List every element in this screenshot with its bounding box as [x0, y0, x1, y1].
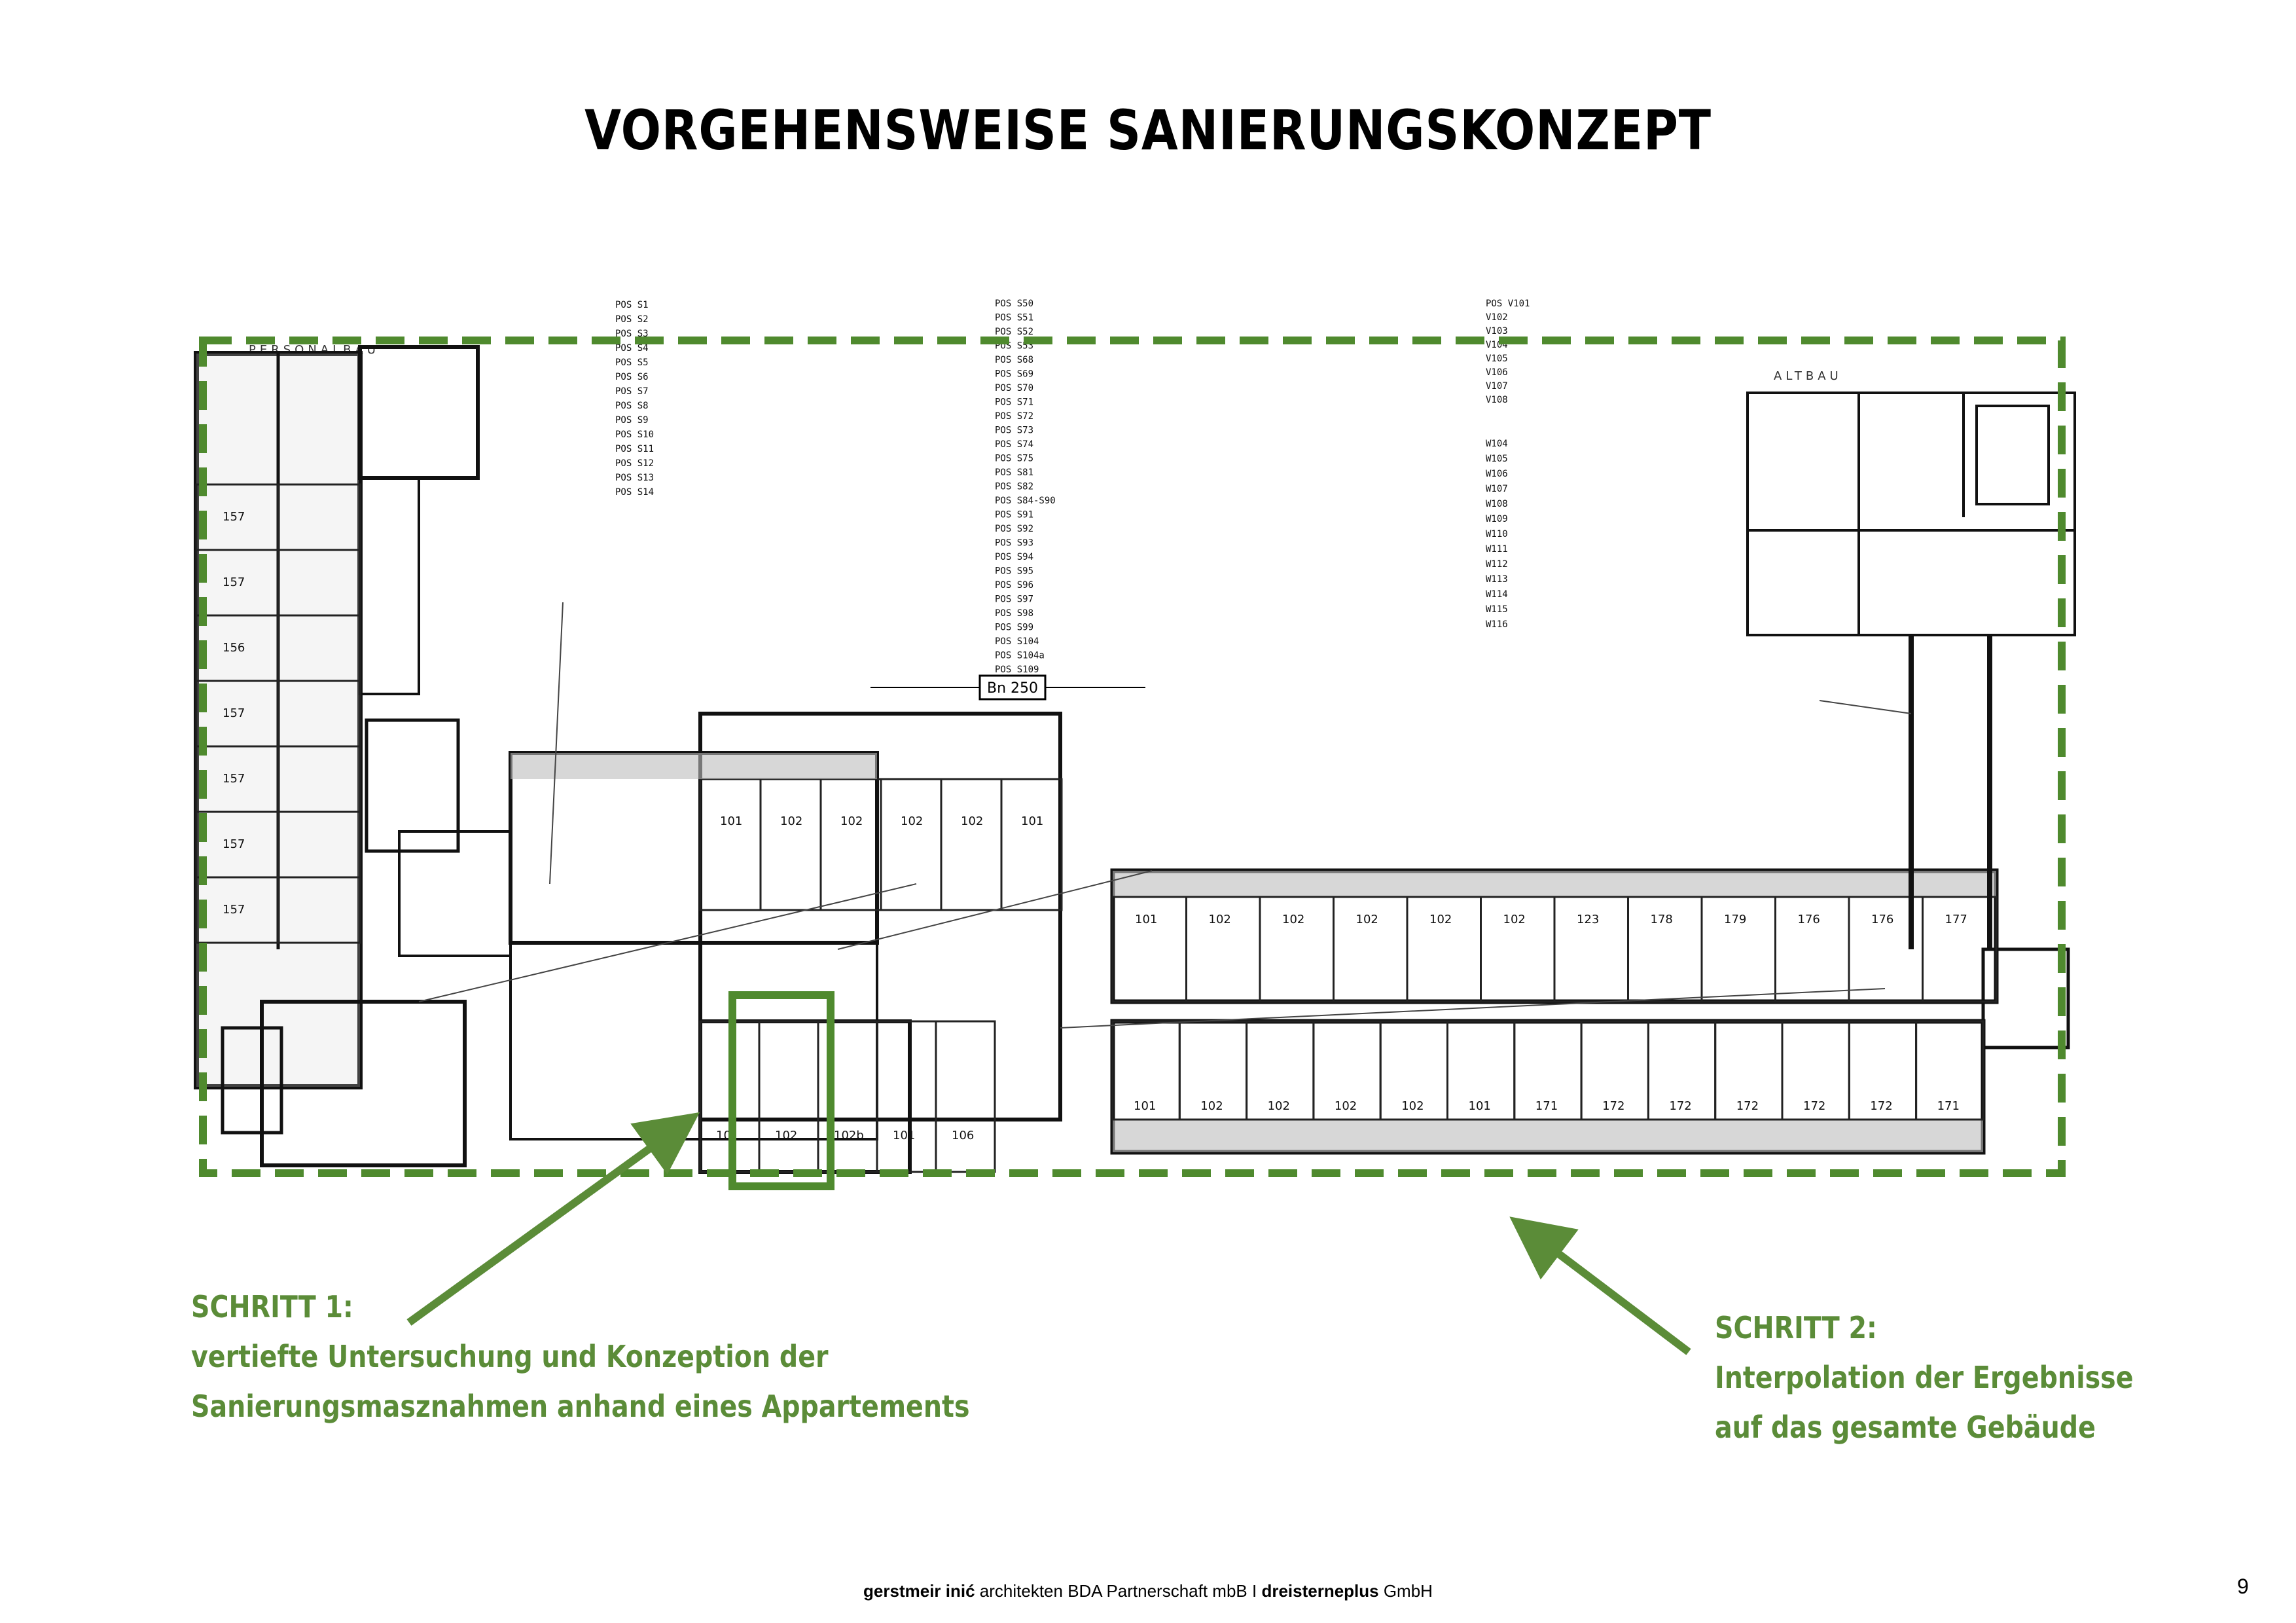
legend-s2-entry: POS S92 — [995, 524, 1034, 534]
legend-s-entry: POS S9 — [615, 415, 649, 426]
left-wing-room-label: 157 — [223, 706, 245, 720]
legend-s2-entry: POS S51 — [995, 312, 1034, 323]
label-bn: Bn 250 — [986, 680, 1039, 697]
label-personalbau: PERSONALBAU — [249, 343, 380, 357]
legend-s-entry: POS S3 — [615, 329, 649, 339]
legend-s2-entry: POS S94 — [995, 552, 1034, 562]
mid-upper-room-label: 102 — [780, 814, 803, 828]
right-lower-room-label: 102 — [1200, 1099, 1223, 1113]
step2-heading: SCHRITT 2: — [1715, 1310, 1877, 1345]
right-lower-room-label: 171 — [1535, 1099, 1558, 1113]
step2-line2: auf das gesamte Gebäude — [1715, 1410, 2096, 1445]
footer-firm2: dreisterneplus — [1261, 1581, 1379, 1601]
footer — [0, 1581, 2296, 1601]
legend-v-entry: W112 — [1486, 559, 1508, 570]
right-upper-room-label: 102 — [1208, 913, 1231, 926]
right-lower-room-label: 102 — [1334, 1099, 1357, 1113]
legend-v-entry: V106 — [1486, 367, 1508, 378]
step1-block — [191, 1282, 969, 1431]
legend-s-entry: POS S10 — [615, 429, 655, 440]
legend-s2-entry: POS S96 — [995, 580, 1034, 591]
label-altbau: ALTBAU — [1774, 369, 1842, 383]
legend-s2-entry: POS S71 — [995, 397, 1034, 408]
right-upper-room-label: 178 — [1650, 913, 1673, 926]
right-lower-room-label: 101 — [1468, 1099, 1491, 1113]
legend-v-entry: V107 — [1486, 381, 1508, 392]
legend-s2-entry: POS S97 — [995, 594, 1034, 605]
right-lower-room-label: 102 — [1267, 1099, 1290, 1113]
mid-lower-room-label: 101 — [716, 1129, 739, 1142]
footer-firm1: gerstmeir inić — [863, 1581, 975, 1601]
mid-upper-room-label: 102 — [961, 814, 984, 828]
legend-s2-entry: POS S104a — [995, 650, 1045, 661]
right-lower-room-label: 102 — [1401, 1099, 1424, 1113]
right-upper-room-label: 102 — [1503, 913, 1526, 926]
legend-s2-entry: POS S81 — [995, 467, 1034, 478]
legend-s2-entry: POS S95 — [995, 566, 1034, 577]
right-upper-room-label: 102 — [1429, 913, 1452, 926]
legend-s-entry: POS S5 — [615, 357, 649, 368]
legend-v-entry: W113 — [1486, 574, 1508, 585]
left-wing-room-label: 157 — [223, 575, 245, 589]
legend-v-entry: W104 — [1486, 439, 1508, 449]
right-lower-room-label: 101 — [1134, 1099, 1157, 1113]
legend-v-entry: W108 — [1486, 499, 1508, 509]
legend-v-entry: V105 — [1486, 354, 1508, 364]
legend-v-entry: W115 — [1486, 604, 1508, 615]
legend-s2-entry: POS S53 — [995, 340, 1034, 352]
legend-s2-entry: POS S82 — [995, 481, 1034, 492]
footer-suffix: GmbH — [1378, 1581, 1433, 1601]
mid-lower-room-label: 102b — [834, 1129, 864, 1142]
step1-line2: Sanierungsmasznahmen anhand eines Appartements — [191, 1389, 970, 1424]
legend-s-entry: POS S13 — [615, 473, 655, 483]
right-lower-room-label: 172 — [1803, 1099, 1826, 1113]
legend-s2-entry: POS S109 — [995, 665, 1039, 675]
right-upper-room-label: 179 — [1724, 913, 1747, 926]
legend-v-entry: W116 — [1486, 619, 1508, 630]
legend-v-entry: POS V101 — [1486, 299, 1530, 309]
step1-heading: SCHRITT 1: — [191, 1289, 353, 1324]
legend-s-entry: POS S7 — [615, 386, 649, 397]
legend-s2-entry: POS S69 — [995, 369, 1034, 380]
left-wing-room-label: 157 — [223, 903, 245, 917]
mid-lower-room-label: 101 — [893, 1129, 916, 1142]
legend-s-entry: POS S11 — [615, 444, 655, 454]
legend-v-entry: W105 — [1486, 454, 1508, 464]
legend-v-entry: V108 — [1486, 395, 1508, 405]
page-title: VORGEHENSWEISE SANIERUNGSKONZEPT — [584, 98, 1712, 162]
step2-line1: Interpolation der Ergebnisse — [1715, 1360, 2134, 1395]
legend-s2-entry: POS S52 — [995, 327, 1034, 337]
legend-s2-entry: POS S68 — [995, 355, 1034, 365]
step2-block — [1715, 1303, 2134, 1452]
legend-v-entry: V103 — [1486, 326, 1508, 337]
right-lower-room-label: 172 — [1669, 1099, 1692, 1113]
legend-s2-entry: POS S75 — [995, 453, 1034, 464]
right-lower-room-label: 171 — [1937, 1099, 1960, 1113]
right-upper-room-label: 101 — [1135, 913, 1158, 926]
right-upper-room-label: 123 — [1577, 913, 1600, 926]
legend-v-entry: V102 — [1486, 312, 1508, 323]
left-wing-room-label: 157 — [223, 837, 245, 851]
right-upper-room-label: 176 — [1797, 913, 1820, 926]
legend-v-entry: W111 — [1486, 544, 1508, 555]
mid-upper-room-label: 101 — [720, 814, 743, 828]
legend-s-entry: POS S1 — [615, 300, 649, 310]
mid-upper-room-label: 102 — [840, 814, 863, 828]
legend-s2-entry: POS S104 — [995, 636, 1039, 647]
legend-s2-entry: POS S99 — [995, 622, 1034, 633]
legend-s-entry: POS S4 — [615, 343, 649, 354]
legend-s2-entry: POS S72 — [995, 411, 1034, 422]
legend-s2-entry: POS S70 — [995, 383, 1034, 393]
legend-s-entry: POS S2 — [615, 314, 649, 325]
legend-s-entry: POS S12 — [615, 458, 655, 469]
legend-v-entry: V104 — [1486, 340, 1508, 350]
footer-middle: architekten BDA Partnerschaft mbB I — [975, 1581, 1262, 1601]
legend-v-entry: W114 — [1486, 589, 1508, 600]
right-upper-room-label: 102 — [1282, 913, 1305, 926]
legend-s2-entry: POS S84-S90 — [995, 496, 1056, 506]
step1-line1: vertiefte Untersuchung und Konzeption der — [191, 1339, 829, 1374]
right-upper-room-label: 177 — [1945, 913, 1967, 926]
right-upper-room-label: 102 — [1355, 913, 1378, 926]
mid-upper-room-label: 102 — [901, 814, 924, 828]
legend-s-entry: POS S8 — [615, 401, 649, 411]
mid-lower-room-label: 102 — [775, 1129, 798, 1142]
right-lower-room-label: 172 — [1602, 1099, 1625, 1113]
legend-s2-entry: POS S98 — [995, 608, 1034, 619]
legend-v-entry: W110 — [1486, 529, 1508, 539]
left-wing-room-label: 157 — [223, 510, 245, 524]
right-lower-room-label: 172 — [1736, 1099, 1759, 1113]
mid-upper-room-label: 101 — [1021, 814, 1044, 828]
legend-s2-entry: POS S73 — [995, 425, 1034, 436]
page-number: 9 — [2237, 1575, 2249, 1598]
legend-s-entry: POS S14 — [615, 487, 655, 498]
left-wing-room-label: 156 — [223, 641, 245, 655]
mid-lower-room-label: 106 — [952, 1129, 975, 1142]
legend-s2-entry: POS S91 — [995, 509, 1034, 520]
right-lower-room-label: 172 — [1870, 1099, 1893, 1113]
floor-plan-drawing — [183, 295, 2114, 1277]
right-upper-room-label: 176 — [1871, 913, 1894, 926]
legend-s2-entry: POS S50 — [995, 299, 1034, 309]
legend-v-entry: W109 — [1486, 514, 1508, 524]
legend-s2-entry: POS S74 — [995, 439, 1034, 450]
legend-v-entry: W107 — [1486, 484, 1508, 494]
legend-s2-entry: POS S93 — [995, 538, 1034, 549]
legend-s-entry: POS S6 — [615, 372, 649, 382]
left-wing-room-label: 157 — [223, 772, 245, 786]
legend-v-entry: W106 — [1486, 469, 1508, 479]
